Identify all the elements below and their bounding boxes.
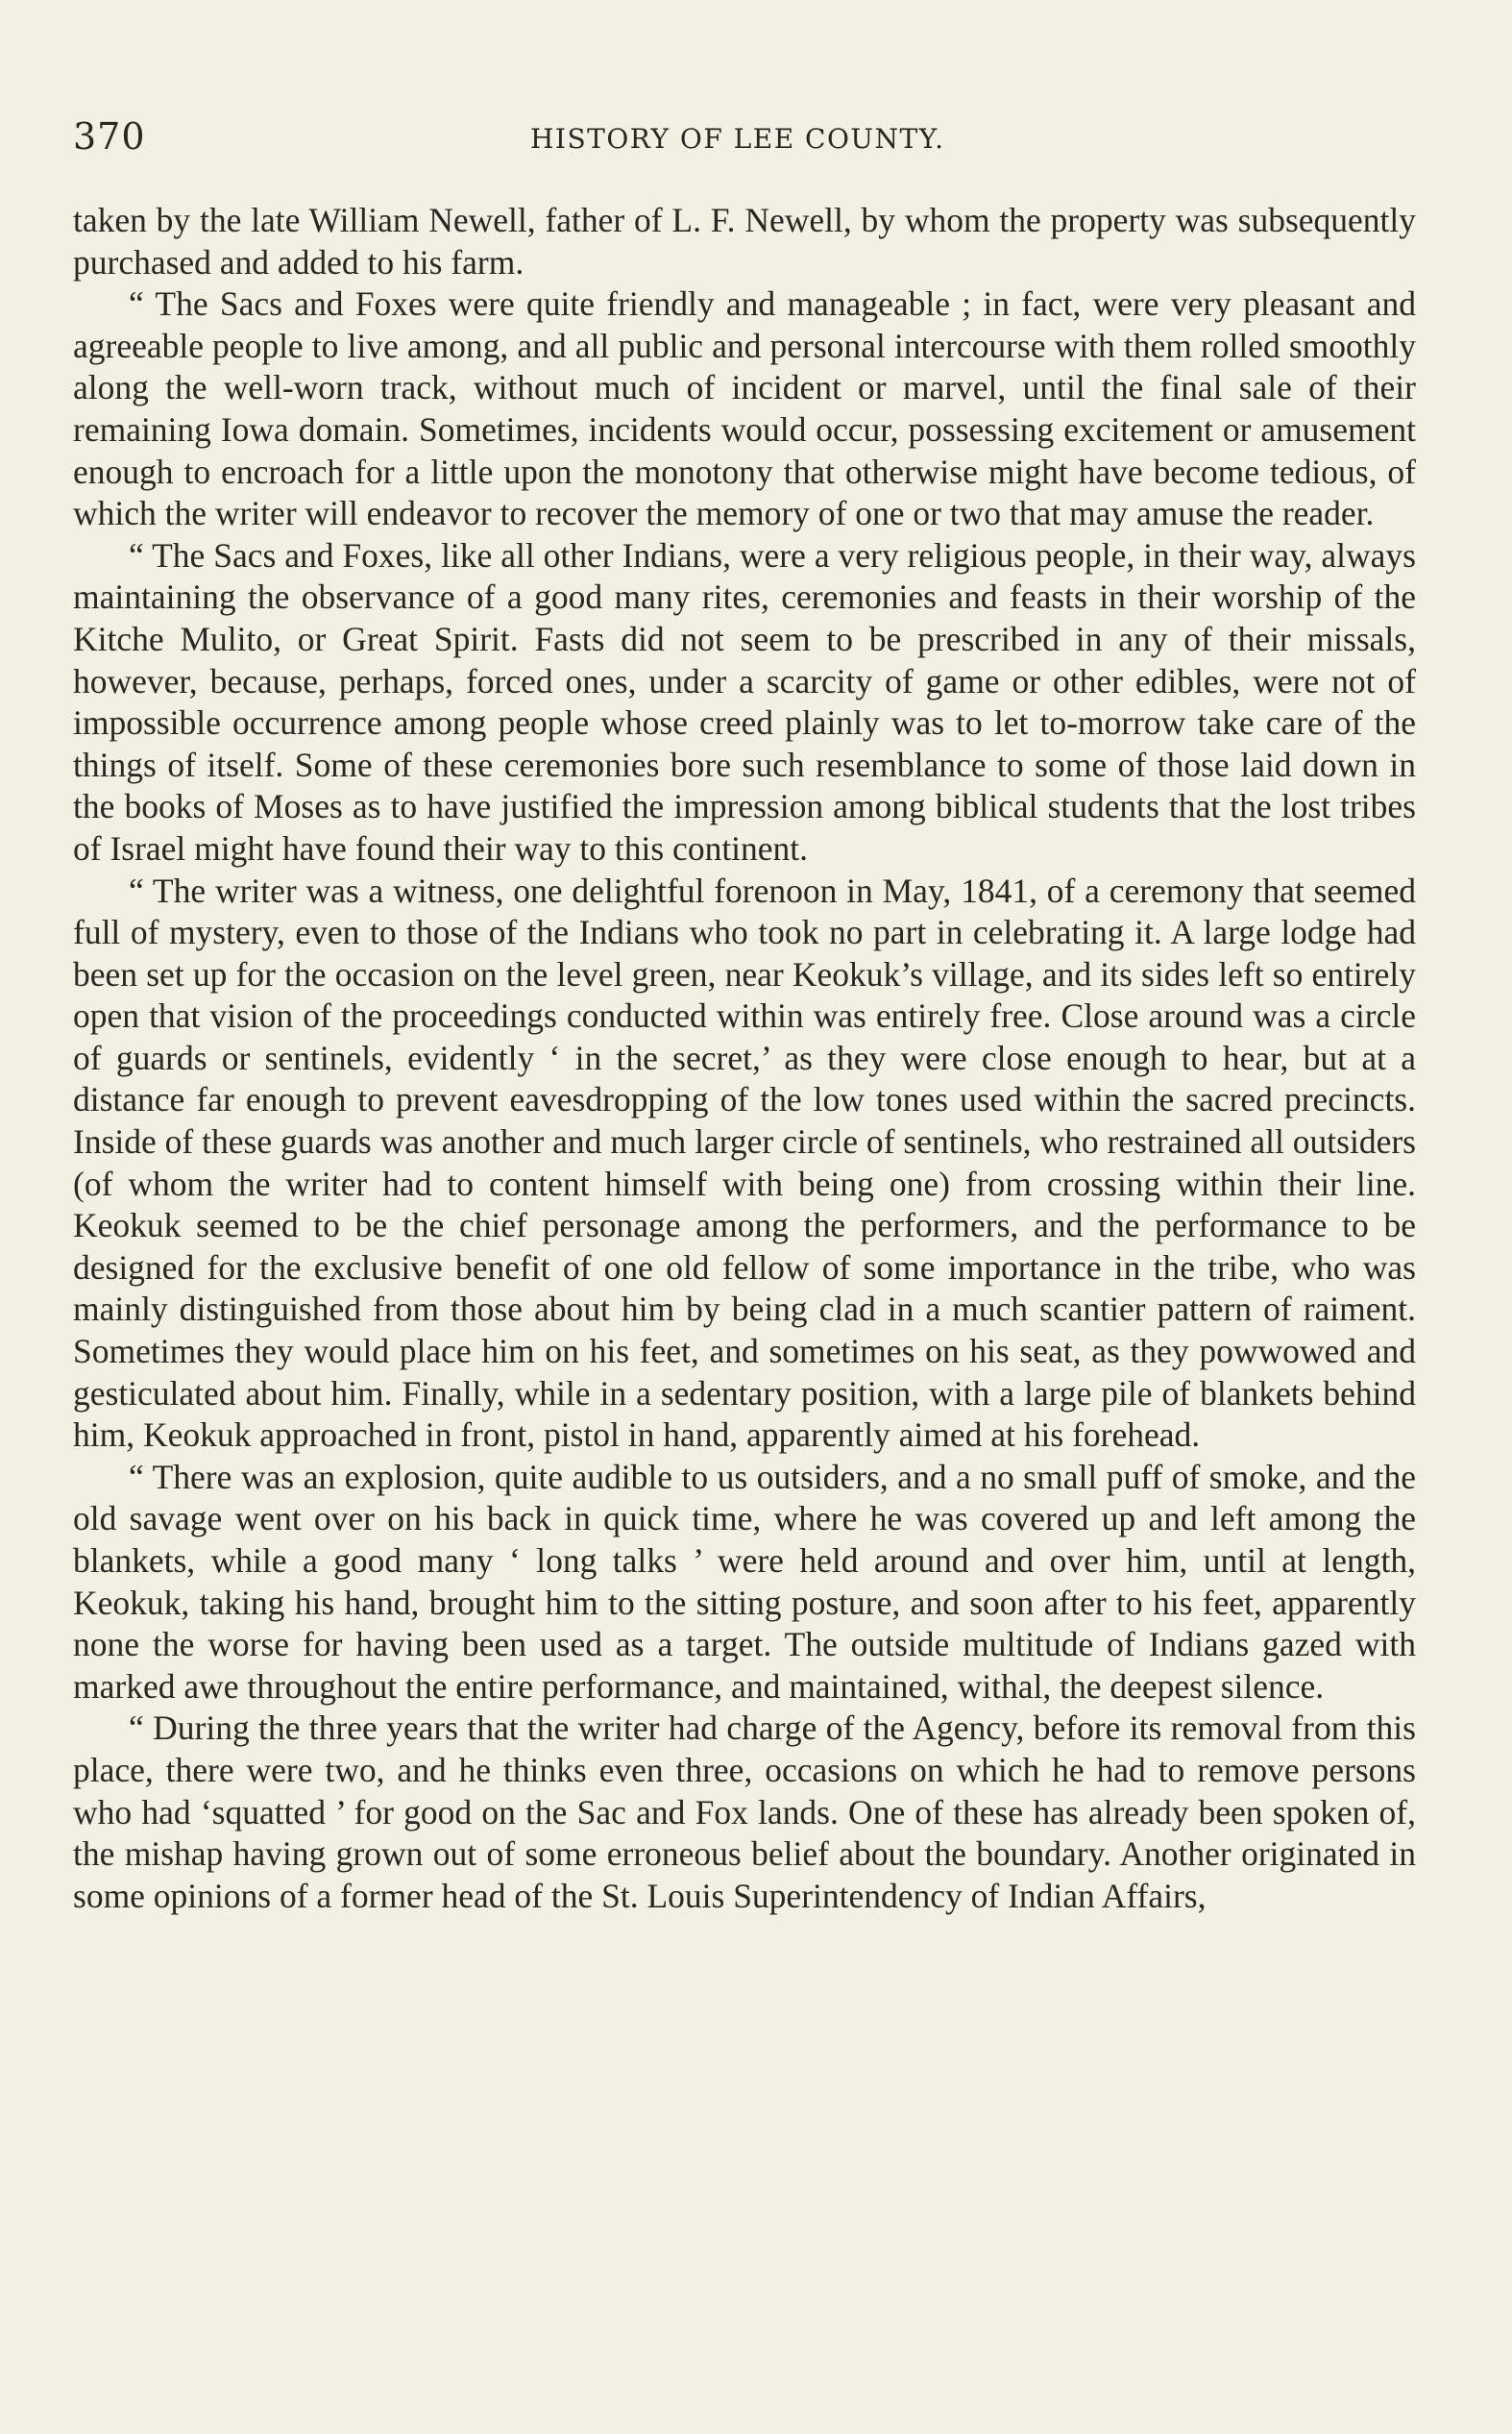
running-head: HISTORY OF LEE COUNTY. (530, 123, 945, 155)
page-header (73, 115, 1418, 165)
paragraph: “ The writer was a witness, one delightful forenoon in May, 1841, of a ceremony that seemed full of mystery, even to those of the Indians who took no part in celebrating it. A large lodge had been set up for the occasion on the level green, near Keokuk’s village, and its sides left so entirely open that vision of the proceedings conducted within was entirely free. Close around was a circle of guards or sentinels, evidently ‘ in the secret,’ as they were close enough to hear, but at a distance far enough to prevent eavesdropping of the low tones used within the sacred precincts. Inside of these guards was another and much larger circle of sentinels, who restrained all outsiders (of whom the writer had to content himself with being one) from crossing within their line. Keokuk seemed to be the chief personage among the performers, and the performance to be designed for the exclusive benefit of one old fellow of some importance in the tribe, who was mainly distinguished from those about him by being clad in a much scantier pattern of raiment. Sometimes they would place him on his feet, and sometimes on his seat, as they powwowed and gesticulated about him. Finally, while in a sedentary position, with a large pile of blankets behind him, Keokuk approached in front, pistol in hand, apparently aimed at his forehead. (73, 871, 1416, 1455)
paragraph: “ The Sacs and Foxes were quite friendly and manageable ; in fact, were very pleasant and agreeable people to live among, and all public and personal intercourse with them rolled smoothly along the well-worn track, without much of incident or marvel, until the final sale of their remaining Iowa domain. Sometimes, incidents would occur, possessing excitement or amusement enough to encroach for a little upon the monotony that otherwise might have become tedious, of which the writer will endeavor to recover the memory of one or two that may amuse the reader. (73, 284, 1416, 533)
page-number: 370 (73, 115, 146, 158)
paragraph: taken by the late William Newell, father of L. F. Newell, by whom the property was subsequently purchased and added to his farm. (73, 201, 1416, 282)
paragraph: “ During the three years that the writer had charge of the Agency, before its removal from this place, there were two, and he thinks even three, occasions on which he had to remove persons who had ‘squatted ’ for good on the Sac and Fox lands. One of these has already been spoken of, the mishap having grown out of some erroneous belief about the boundary. Another originated in some opinions of a former head of the St. Louis Superintendency of Indian Affairs, (73, 1709, 1416, 1915)
body-text (73, 200, 1416, 1917)
paragraph: “ The Sacs and Foxes, like all other Indians, were a very religious people, in their way, always maintaining the observance of a good many rites, ceremonies and feasts in their worship of the Kitche Mulito, or Great Spirit. Fasts did not seem to be prescribed in any of their missals, however, because, perhaps, forced ones, under a scarcity of game or other edibles, were not of impossible occurrence among people whose creed plainly was to let to-morrow take care of the things of itself. Some of these ceremonies bore such resemblance to some of those laid down in the books of Moses as to have justified the impression among biblical students that the lost tribes of Israel might have found their way to this continent. (73, 535, 1416, 868)
paragraph: “ There was an explosion, quite audible to us outsiders, and a no small puff of smoke, and the old savage went over on his back in quick time, where he was covered up and left among the blankets, while a good many ‘ long talks ’ were held around and over him, until at length, Keokuk, taking his hand, brought him to the sitting posture, and soon after to his feet, apparently none the worse for having been used as a target. The outside multitude of Indians gazed with marked awe throughout the entire performance, and maintained, withal, the deepest silence. (73, 1457, 1416, 1706)
